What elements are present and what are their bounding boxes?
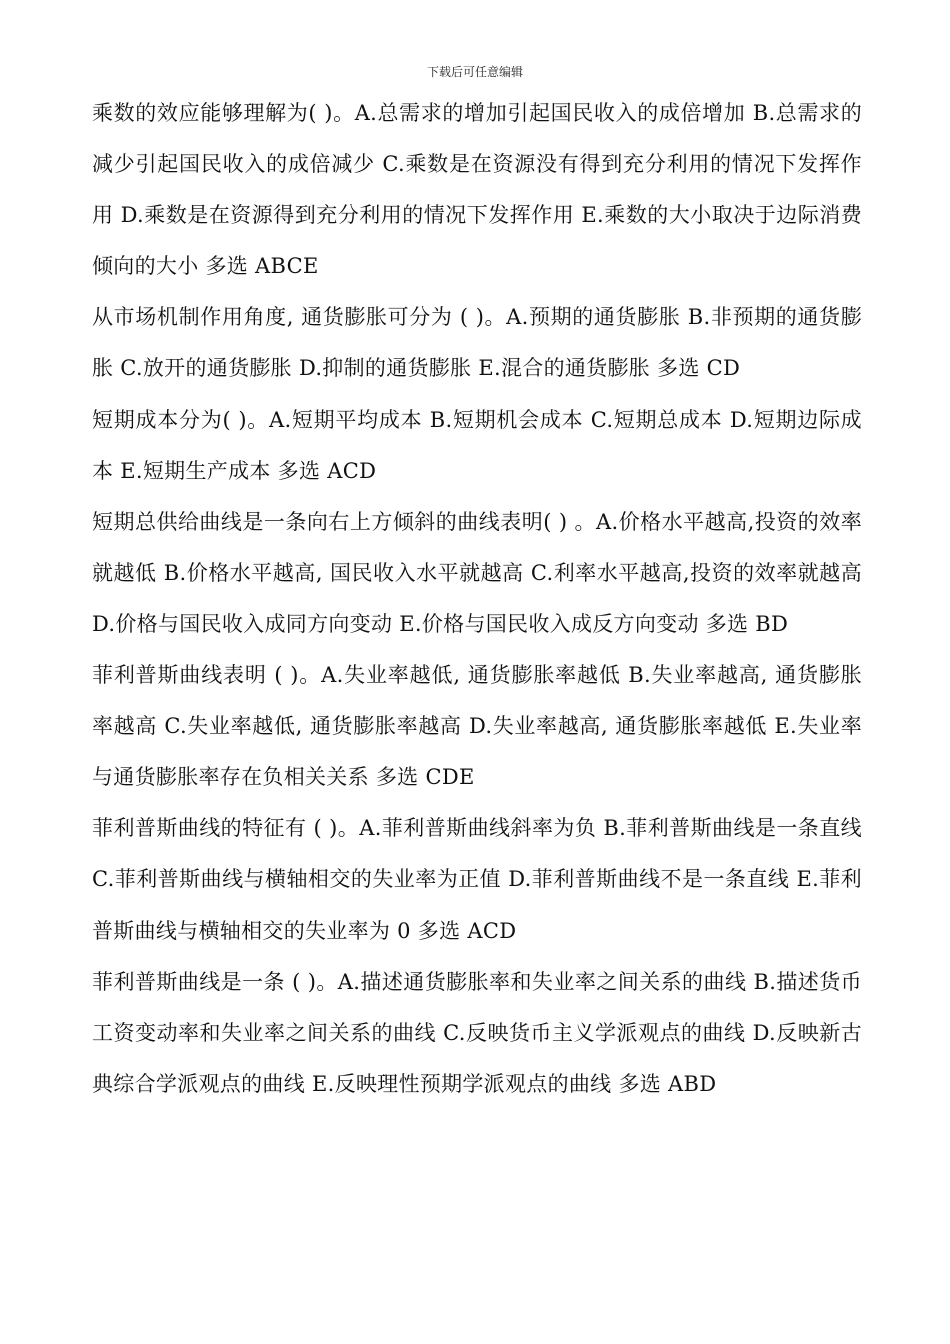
question-paragraph: 从市场机制作用角度, 通货膨胀可分为 ( )。A.预期的通货膨胀 B.非预期的通货膨胀 C.放开的通货膨胀 D.抑制的通货膨胀 E.混合的通货膨胀 多选 CD — [92, 305, 862, 381]
question-paragraph: 乘数的效应能够理解为( )。A.总需求的增加引起国民收入的成倍增加 B.总需求的减少引起国民收入的成倍减少 C.乘数是在资源没有得到充分利用的情况下发挥作用 D.乘数是在资源得到充分利用的情况下发挥作用 E.乘数的大小取决于边际消费倾向的大小 多选 ABCE — [92, 101, 862, 279]
question-paragraph: 短期成本分为( )。A.短期平均成本 B.短期机会成本 C.短期总成本 D.短期边际成本 E.短期生产成本 多选 ACD — [92, 407, 862, 483]
page-header: 下载后可任意编辑 — [426, 65, 523, 79]
question-paragraph: 短期总供给曲线是一条向右上方倾斜的曲线表明( ) 。A.价格水平越高,投资的效率就越低 B.价格水平越高, 国民收入水平就越高 C.利率水平越高,投资的效率就越高 D.价格与国民收入成同方向变动 E.价格与国民收入成反方向变动 多选 BD — [92, 509, 862, 636]
document-body — [92, 88, 862, 1110]
question-paragraph: 菲利普斯曲线的特征有 ( )。A.菲利普斯曲线斜率为负 B.菲利普斯曲线是一条直线 C.菲利普斯曲线与横轴相交的失业率为正值 D.菲利普斯曲线不是一条直线 E.菲利普斯曲线与横轴相交的失业率为 0 多选 ACD — [92, 816, 862, 943]
question-paragraph: 菲利普斯曲线表明 ( )。A.失业率越低, 通货膨胀率越低 B.失业率越高, 通货膨胀率越高 C.失业率越低, 通货膨胀率越高 D.失业率越高, 通货膨胀率越低 E.失业率与通货膨胀率存在负相关关系 多选 CDE — [92, 663, 862, 790]
question-paragraph: 菲利普斯曲线是一条 ( )。A.描述通货膨胀率和失业率之间关系的曲线 B.描述货币工资变动率和失业率之间关系的曲线 C.反映货币主义学派观点的曲线 D.反映新古典综合学派观点的曲线 E.反映理性预期学派观点的曲线 多选 ABD — [92, 969, 862, 1096]
